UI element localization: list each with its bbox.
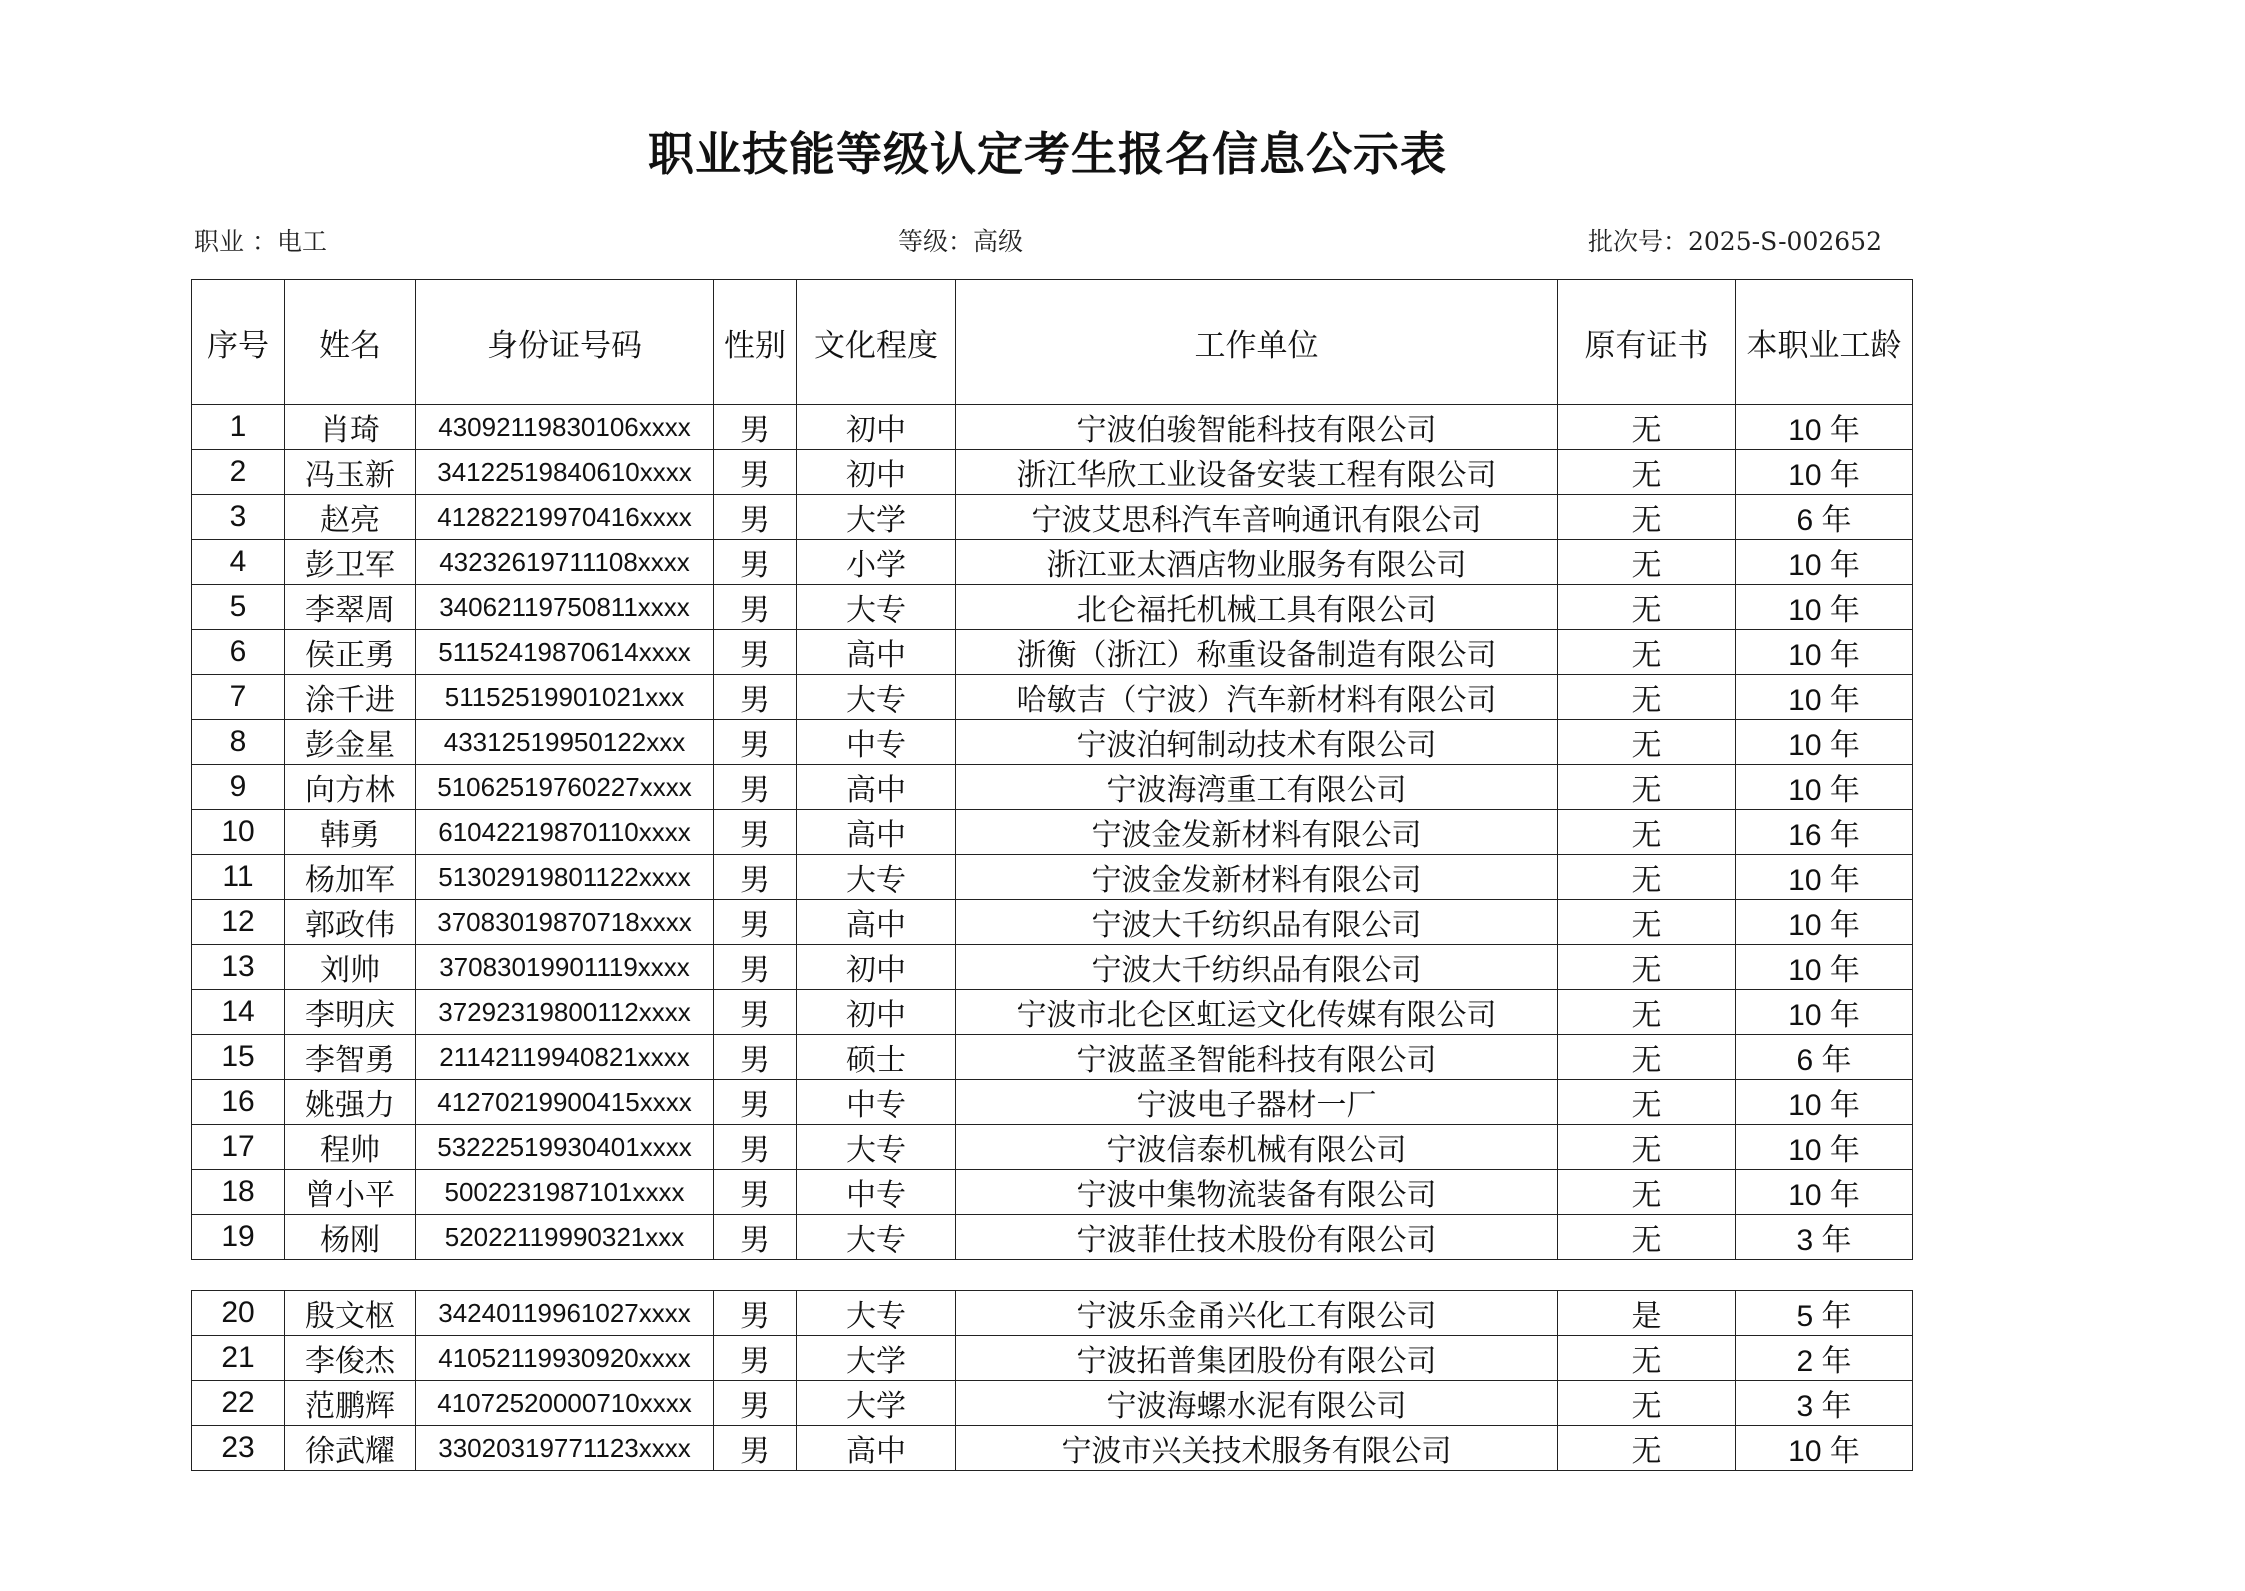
cell-employer: 宁波泊轲制动技术有限公司 (956, 720, 1558, 765)
header-employer: 工作单位 (956, 280, 1558, 405)
cell-employer: 宁波菲仕技术股份有限公司 (956, 1215, 1558, 1260)
registration-table-continued (191, 1290, 1913, 1471)
table-row (192, 990, 1913, 1035)
cell-id-number: 37083019901119xxxx (416, 945, 714, 990)
cell-name: 杨加军 (285, 855, 416, 900)
cell-certificate: 无 (1558, 945, 1736, 990)
cell-education: 硕士 (797, 1035, 956, 1080)
cell-gender: 男 (714, 585, 797, 630)
cell-id-number: 51152419870614xxxx (416, 630, 714, 675)
cell-gender: 男 (714, 1170, 797, 1215)
table-row (192, 1381, 1913, 1426)
cell-id-number: 34062119750811xxxx (416, 585, 714, 630)
cell-employer: 宁波大千纺织品有限公司 (956, 900, 1558, 945)
cell-name: 李翠周 (285, 585, 416, 630)
cell-education: 大学 (797, 1381, 956, 1426)
cell-id-number: 34240119961027xxxx (416, 1291, 714, 1336)
cell-name: 曾小平 (285, 1170, 416, 1215)
cell-gender: 男 (714, 405, 797, 450)
cell-education: 大专 (797, 1125, 956, 1170)
cell-seq: 15 (192, 1035, 285, 1080)
cell-id-number: 51302919801122xxxx (416, 855, 714, 900)
cell-certificate: 无 (1558, 810, 1736, 855)
cell-years: 10 年 (1736, 630, 1913, 675)
cell-gender: 男 (714, 765, 797, 810)
cell-education: 高中 (797, 765, 956, 810)
cell-seq: 3 (192, 495, 285, 540)
cell-gender: 男 (714, 450, 797, 495)
cell-education: 初中 (797, 990, 956, 1035)
cell-certificate: 无 (1558, 1215, 1736, 1260)
cell-gender: 男 (714, 1035, 797, 1080)
cell-years: 10 年 (1736, 1125, 1913, 1170)
table-row (192, 900, 1913, 945)
cell-education: 初中 (797, 405, 956, 450)
cell-years: 2 年 (1736, 1336, 1913, 1381)
table-row (192, 540, 1913, 585)
cell-certificate: 无 (1558, 585, 1736, 630)
cell-id-number: 43312519950122xxx (416, 720, 714, 765)
cell-years: 10 年 (1736, 1170, 1913, 1215)
cell-seq: 21 (192, 1336, 285, 1381)
registration-table (191, 279, 1913, 1260)
cell-gender: 男 (714, 630, 797, 675)
cell-years: 10 年 (1736, 945, 1913, 990)
cell-seq: 2 (192, 450, 285, 495)
cell-certificate: 无 (1558, 990, 1736, 1035)
cell-seq: 11 (192, 855, 285, 900)
cell-education: 高中 (797, 1426, 956, 1471)
cell-certificate: 是 (1558, 1291, 1736, 1336)
cell-gender: 男 (714, 1215, 797, 1260)
cell-employer: 宁波海湾重工有限公司 (956, 765, 1558, 810)
cell-seq: 7 (192, 675, 285, 720)
cell-employer: 浙江亚太酒店物业服务有限公司 (956, 540, 1558, 585)
table-row (192, 810, 1913, 855)
cell-name: 杨刚 (285, 1215, 416, 1260)
cell-gender: 男 (714, 855, 797, 900)
cell-seq: 4 (192, 540, 285, 585)
cell-id-number: 41052119930920xxxx (416, 1336, 714, 1381)
cell-years: 10 年 (1736, 855, 1913, 900)
cell-years: 3 年 (1736, 1215, 1913, 1260)
cell-education: 高中 (797, 630, 956, 675)
cell-name: 范鹏辉 (285, 1381, 416, 1426)
cell-education: 小学 (797, 540, 956, 585)
cell-education: 初中 (797, 450, 956, 495)
cell-certificate: 无 (1558, 495, 1736, 540)
cell-id-number: 5002231987101xxxx (416, 1170, 714, 1215)
table-row (192, 1125, 1913, 1170)
cell-education: 中专 (797, 1170, 956, 1215)
cell-years: 16 年 (1736, 810, 1913, 855)
cell-employer: 宁波大千纺织品有限公司 (956, 945, 1558, 990)
cell-gender: 男 (714, 1125, 797, 1170)
cell-id-number: 33020319771123xxxx (416, 1426, 714, 1471)
cell-certificate: 无 (1558, 450, 1736, 495)
cell-id-number: 34122519840610xxxx (416, 450, 714, 495)
cell-education: 初中 (797, 945, 956, 990)
cell-education: 大学 (797, 1336, 956, 1381)
level-label: 等级：高级 (898, 227, 1024, 256)
cell-name: 彭金星 (285, 720, 416, 765)
cell-id-number: 53222519930401xxxx (416, 1125, 714, 1170)
cell-seq: 1 (192, 405, 285, 450)
cell-seq: 13 (192, 945, 285, 990)
cell-name: 刘帅 (285, 945, 416, 990)
cell-employer: 哈敏吉（宁波）汽车新材料有限公司 (956, 675, 1558, 720)
table-row (192, 1426, 1913, 1471)
table-row (192, 495, 1913, 540)
cell-id-number: 61042219870110xxxx (416, 810, 714, 855)
cell-seq: 17 (192, 1125, 285, 1170)
cell-id-number: 43092119830106xxxx (416, 405, 714, 450)
cell-education: 高中 (797, 900, 956, 945)
cell-id-number: 52022119990321xxx (416, 1215, 714, 1260)
cell-education: 大学 (797, 495, 956, 540)
table-row (192, 1215, 1913, 1260)
cell-name: 李明庆 (285, 990, 416, 1035)
cell-education: 大专 (797, 585, 956, 630)
table-row (192, 720, 1913, 765)
cell-education: 中专 (797, 1080, 956, 1125)
cell-years: 10 年 (1736, 900, 1913, 945)
cell-id-number: 51152519901021xxx (416, 675, 714, 720)
cell-name: 徐武耀 (285, 1426, 416, 1471)
cell-years: 10 年 (1736, 1080, 1913, 1125)
cell-gender: 男 (714, 1381, 797, 1426)
cell-name: 程帅 (285, 1125, 416, 1170)
table-row (192, 585, 1913, 630)
cell-id-number: 43232619711108xxxx (416, 540, 714, 585)
cell-employer: 宁波拓普集团股份有限公司 (956, 1336, 1558, 1381)
cell-certificate: 无 (1558, 1035, 1736, 1080)
table-row (192, 765, 1913, 810)
table-row (192, 630, 1913, 675)
header-id-number: 身份证号码 (416, 280, 714, 405)
cell-name: 韩勇 (285, 810, 416, 855)
cell-id-number: 41270219900415xxxx (416, 1080, 714, 1125)
cell-gender: 男 (714, 900, 797, 945)
cell-name: 赵亮 (285, 495, 416, 540)
cell-years: 5 年 (1736, 1291, 1913, 1336)
cell-employer: 宁波伯骏智能科技有限公司 (956, 405, 1558, 450)
cell-certificate: 无 (1558, 630, 1736, 675)
cell-education: 中专 (797, 720, 956, 765)
cell-certificate: 无 (1558, 1170, 1736, 1215)
header-gender: 性别 (714, 280, 797, 405)
cell-years: 6 年 (1736, 495, 1913, 540)
cell-seq: 18 (192, 1170, 285, 1215)
cell-name: 李智勇 (285, 1035, 416, 1080)
cell-certificate: 无 (1558, 1426, 1736, 1471)
table-row (192, 450, 1913, 495)
cell-employer: 宁波乐金甬兴化工有限公司 (956, 1291, 1558, 1336)
cell-seq: 6 (192, 630, 285, 675)
batch-number-label: 批次号：2025-S-002652 (1588, 227, 1882, 256)
cell-employer: 宁波金发新材料有限公司 (956, 855, 1558, 900)
cell-employer: 宁波蓝圣智能科技有限公司 (956, 1035, 1558, 1080)
cell-years: 10 年 (1736, 585, 1913, 630)
cell-name: 殷文枢 (285, 1291, 416, 1336)
cell-certificate: 无 (1558, 765, 1736, 810)
table-header-row (192, 280, 1913, 405)
cell-id-number: 37083019870718xxxx (416, 900, 714, 945)
cell-seq: 16 (192, 1080, 285, 1125)
cell-gender: 男 (714, 1080, 797, 1125)
cell-certificate: 无 (1558, 1125, 1736, 1170)
cell-employer: 浙衡（浙江）称重设备制造有限公司 (956, 630, 1558, 675)
cell-id-number: 37292319800112xxxx (416, 990, 714, 1035)
cell-certificate: 无 (1558, 900, 1736, 945)
cell-id-number: 41072520000710xxxx (416, 1381, 714, 1426)
cell-name: 李俊杰 (285, 1336, 416, 1381)
cell-employer: 宁波海螺水泥有限公司 (956, 1381, 1558, 1426)
table-row (192, 1336, 1913, 1381)
header-education: 文化程度 (797, 280, 956, 405)
cell-gender: 男 (714, 1336, 797, 1381)
cell-education: 大专 (797, 1215, 956, 1260)
cell-years: 10 年 (1736, 990, 1913, 1035)
page-title: 职业技能等级认定考生报名信息公示表 (648, 127, 1447, 181)
table-row (192, 945, 1913, 990)
cell-education: 大专 (797, 1291, 956, 1336)
cell-certificate: 无 (1558, 1381, 1736, 1426)
cell-seq: 9 (192, 765, 285, 810)
header-certificate: 原有证书 (1558, 280, 1736, 405)
cell-education: 大专 (797, 675, 956, 720)
cell-employer: 宁波金发新材料有限公司 (956, 810, 1558, 855)
cell-name: 彭卫军 (285, 540, 416, 585)
cell-seq: 12 (192, 900, 285, 945)
cell-years: 10 年 (1736, 765, 1913, 810)
cell-seq: 23 (192, 1426, 285, 1471)
cell-years: 10 年 (1736, 675, 1913, 720)
cell-id-number: 21142119940821xxxx (416, 1035, 714, 1080)
cell-years: 10 年 (1736, 720, 1913, 765)
cell-employer: 宁波中集物流装备有限公司 (956, 1170, 1558, 1215)
cell-employer: 宁波信泰机械有限公司 (956, 1125, 1558, 1170)
cell-name: 郭政伟 (285, 900, 416, 945)
cell-name: 侯正勇 (285, 630, 416, 675)
cell-employer: 宁波市兴关技术服务有限公司 (956, 1426, 1558, 1471)
cell-years: 10 年 (1736, 1426, 1913, 1471)
cell-gender: 男 (714, 990, 797, 1035)
cell-gender: 男 (714, 720, 797, 765)
cell-employer: 宁波市北仑区虹运文化传媒有限公司 (956, 990, 1558, 1035)
cell-years: 10 年 (1736, 405, 1913, 450)
header-name: 姓名 (285, 280, 416, 405)
cell-years: 6 年 (1736, 1035, 1913, 1080)
cell-gender: 男 (714, 1426, 797, 1471)
cell-name: 冯玉新 (285, 450, 416, 495)
cell-certificate: 无 (1558, 1080, 1736, 1125)
cell-certificate: 无 (1558, 720, 1736, 765)
cell-certificate: 无 (1558, 540, 1736, 585)
table-row (192, 1170, 1913, 1215)
cell-years: 3 年 (1736, 1381, 1913, 1426)
cell-certificate: 无 (1558, 1336, 1736, 1381)
cell-name: 涂千进 (285, 675, 416, 720)
cell-seq: 5 (192, 585, 285, 630)
cell-employer: 宁波艾思科汽车音响通讯有限公司 (956, 495, 1558, 540)
cell-id-number: 41282219970416xxxx (416, 495, 714, 540)
cell-certificate: 无 (1558, 855, 1736, 900)
cell-gender: 男 (714, 675, 797, 720)
cell-gender: 男 (714, 540, 797, 585)
cell-years: 10 年 (1736, 540, 1913, 585)
table-row (192, 1035, 1913, 1080)
cell-seq: 14 (192, 990, 285, 1035)
cell-seq: 20 (192, 1291, 285, 1336)
header-years: 本职业工龄 (1736, 280, 1913, 405)
table-row (192, 405, 1913, 450)
table-row (192, 855, 1913, 900)
table-row (192, 675, 1913, 720)
cell-certificate: 无 (1558, 405, 1736, 450)
cell-id-number: 51062519760227xxxx (416, 765, 714, 810)
cell-employer: 宁波电子器材一厂 (956, 1080, 1558, 1125)
cell-gender: 男 (714, 945, 797, 990)
cell-seq: 19 (192, 1215, 285, 1260)
occupation-label: 职业 ：电工 (194, 227, 327, 256)
cell-seq: 10 (192, 810, 285, 855)
cell-name: 肖琦 (285, 405, 416, 450)
cell-education: 大专 (797, 855, 956, 900)
cell-certificate: 无 (1558, 675, 1736, 720)
cell-years: 10 年 (1736, 450, 1913, 495)
cell-education: 高中 (797, 810, 956, 855)
cell-employer: 北仑福托机械工具有限公司 (956, 585, 1558, 630)
cell-gender: 男 (714, 1291, 797, 1336)
header-seq: 序号 (192, 280, 285, 405)
cell-name: 向方林 (285, 765, 416, 810)
cell-seq: 8 (192, 720, 285, 765)
table-row (192, 1291, 1913, 1336)
table-row (192, 1080, 1913, 1125)
cell-gender: 男 (714, 810, 797, 855)
cell-employer: 浙江华欣工业设备安装工程有限公司 (956, 450, 1558, 495)
cell-gender: 男 (714, 495, 797, 540)
cell-seq: 22 (192, 1381, 285, 1426)
cell-name: 姚强力 (285, 1080, 416, 1125)
